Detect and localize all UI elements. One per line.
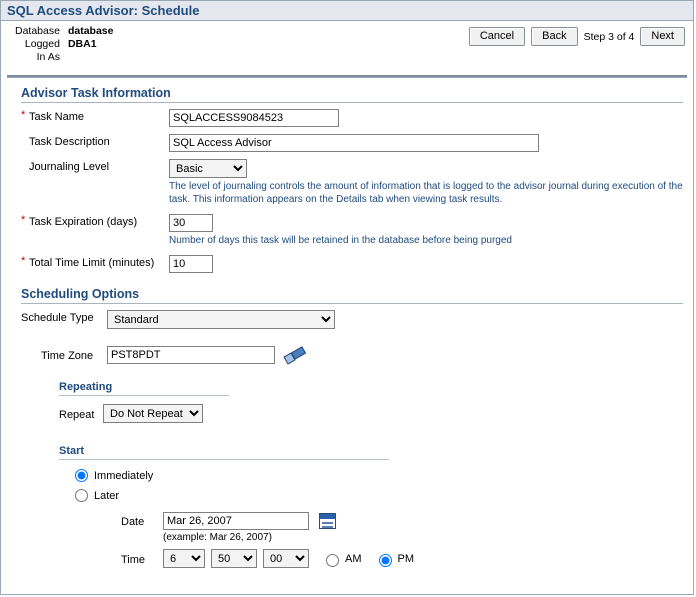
- date-example-text: (example: Mar 26, 2007): [163, 532, 272, 543]
- time-controls: [163, 549, 414, 568]
- pm-radio[interactable]: [379, 554, 392, 567]
- required-marker-2: *: [21, 214, 26, 226]
- task-expiration-label-cell: [21, 214, 169, 228]
- flashlight-body: [291, 346, 306, 359]
- header-divider-thin: [7, 77, 687, 78]
- schedule-type-label: Schedule Type: [21, 312, 94, 324]
- page-header: [1, 21, 693, 73]
- required-marker-3: *: [21, 255, 26, 267]
- advisor-task-section-rule: [21, 102, 683, 103]
- database-label: Database: [15, 25, 60, 37]
- start-later-radio[interactable]: [75, 489, 88, 502]
- repeat-select[interactable]: [103, 404, 203, 423]
- task-description-row: [21, 134, 693, 152]
- journaling-level-row: [21, 159, 693, 178]
- repeating-title: Repeating: [59, 381, 113, 393]
- advisor-task-form: [1, 109, 693, 273]
- task-description-label-cell: [21, 134, 169, 148]
- task-expiration-label: Task Expiration (days): [29, 216, 138, 228]
- database-value: database: [67, 25, 114, 37]
- back-button[interactable]: Back: [531, 27, 577, 46]
- journaling-level-label-cell: [21, 159, 169, 173]
- date-input[interactable]: [163, 512, 309, 530]
- time-hour-select[interactable]: [163, 549, 205, 568]
- logged-in-as-label-line2: In As: [36, 51, 60, 63]
- step-indicator: Step 3 of 4: [583, 30, 635, 43]
- database-info: [15, 25, 113, 63]
- time-label-cell: [121, 552, 163, 566]
- am-label: AM: [345, 552, 362, 565]
- date-label: Date: [121, 516, 145, 528]
- task-name-input[interactable]: [169, 109, 339, 127]
- time-zone-input[interactable]: [107, 346, 275, 364]
- scheduling-section-title: Scheduling Options: [21, 287, 140, 301]
- journaling-level-hint: The level of journaling controls the amount of information that is logged to the advisor journal during execution of the task. This information appears on the Details tab when viewing task results.: [169, 181, 683, 205]
- task-expiration-hint: Number of days this task will be retained in the database before being purged: [169, 235, 512, 246]
- logged-in-as-value: DBA1: [67, 38, 97, 50]
- journaling-level-label: Journaling Level: [29, 161, 110, 173]
- total-time-limit-input[interactable]: [169, 255, 213, 273]
- schedule-type-row: [21, 310, 693, 329]
- no-required-marker-2: [21, 159, 29, 173]
- logged-in-as-label-line1: Logged: [24, 38, 60, 50]
- task-name-label: Task Name: [29, 111, 85, 123]
- flashlight-icon[interactable]: [285, 345, 307, 365]
- start-later-label: Later: [94, 490, 120, 502]
- start-title: Start: [59, 445, 85, 457]
- start-rule: [59, 459, 389, 460]
- advisor-task-section-title: Advisor Task Information: [21, 86, 171, 100]
- total-time-limit-label: Total Time Limit (minutes): [29, 257, 155, 269]
- pm-option[interactable]: [374, 551, 415, 567]
- no-required-marker: [21, 134, 29, 148]
- calendar-icon[interactable]: [319, 513, 336, 529]
- time-label: Time: [121, 553, 146, 566]
- scheduling-form: [1, 310, 693, 568]
- time-zone-row: [41, 345, 693, 365]
- window-title: SQL Access Advisor: Schedule: [7, 3, 200, 18]
- pm-label: PM: [397, 552, 414, 565]
- next-button[interactable]: Next: [640, 27, 685, 46]
- time-zone-label-cell: [41, 348, 107, 362]
- time-zone-label: Time Zone: [41, 350, 94, 362]
- start-immediately-radio[interactable]: [75, 469, 88, 482]
- task-expiration-input[interactable]: [169, 214, 213, 232]
- journaling-level-select[interactable]: [169, 159, 247, 178]
- total-time-limit-label-cell: [21, 255, 169, 269]
- scheduling-section-rule: [21, 303, 683, 304]
- task-description-label: Task Description: [29, 136, 110, 148]
- total-time-limit-row: [21, 255, 693, 273]
- required-marker: *: [21, 109, 26, 121]
- wizard-navigation: [469, 25, 685, 46]
- repeat-row: [59, 404, 693, 423]
- date-row: [121, 512, 693, 530]
- am-radio[interactable]: [326, 554, 339, 567]
- start-later-row[interactable]: [75, 488, 693, 502]
- date-label-cell: [121, 514, 163, 528]
- repeating-rule: [59, 395, 229, 396]
- schedule-type-select[interactable]: [107, 310, 335, 329]
- time-minute-select[interactable]: [211, 549, 257, 568]
- cancel-button[interactable]: Cancel: [469, 27, 525, 46]
- task-description-input[interactable]: [169, 134, 539, 152]
- time-row: [121, 549, 693, 568]
- task-name-row: [21, 109, 693, 127]
- schedule-type-label-cell: [21, 310, 107, 324]
- start-immediately-label: Immediately: [94, 470, 154, 482]
- start-immediately-row[interactable]: [75, 468, 693, 482]
- logged-in-as-value-spacer: [68, 51, 114, 63]
- start-group: [59, 445, 693, 568]
- repeat-label-cell: [59, 407, 103, 421]
- repeating-group: [59, 381, 693, 423]
- time-second-select[interactable]: [263, 549, 309, 568]
- repeat-label: Repeat: [59, 408, 95, 421]
- window-titlebar: [1, 1, 693, 21]
- task-expiration-row: [21, 214, 693, 232]
- start-later-details: [121, 512, 693, 568]
- task-name-label-cell: [21, 109, 169, 123]
- am-option[interactable]: [321, 551, 362, 567]
